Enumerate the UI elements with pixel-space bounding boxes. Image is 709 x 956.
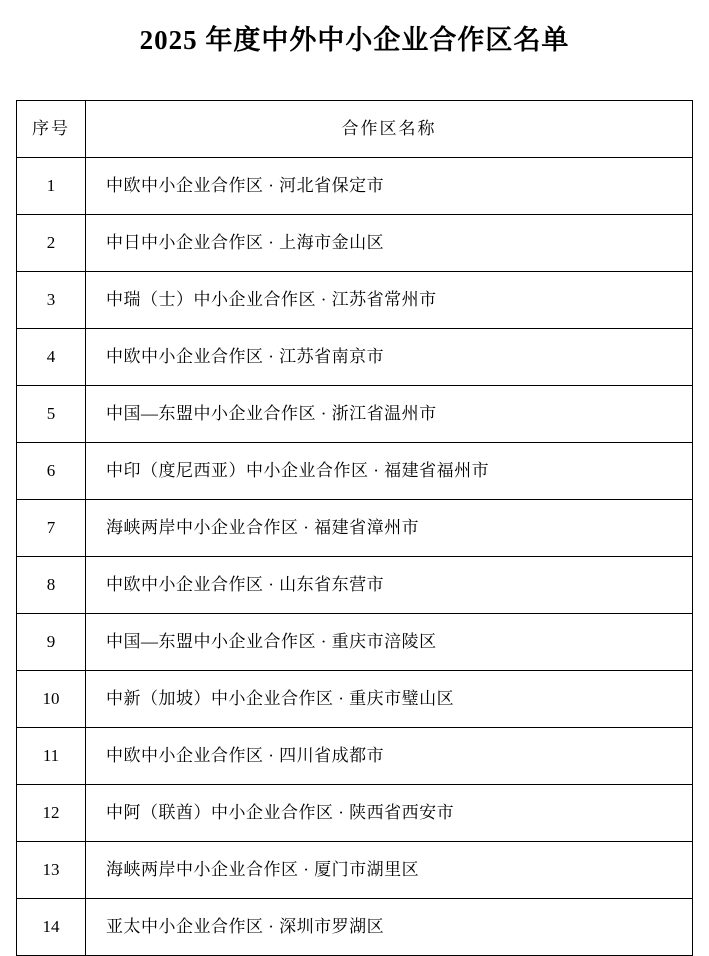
table-container bbox=[16, 100, 693, 956]
row-index: 10 bbox=[17, 670, 86, 727]
row-zone-name: 亚太中小企业合作区 · 深圳市罗湖区 bbox=[86, 898, 693, 955]
row-zone-name: 中欧中小企业合作区 · 江苏省南京市 bbox=[86, 328, 693, 385]
document-page bbox=[0, 22, 709, 937]
row-index: 7 bbox=[17, 499, 86, 556]
row-zone-name: 中新（加坡）中小企业合作区 · 重庆市璧山区 bbox=[86, 670, 693, 727]
row-index: 9 bbox=[17, 613, 86, 670]
row-zone-name: 海峡两岸中小企业合作区 · 福建省漳州市 bbox=[86, 499, 693, 556]
column-header-index: 序号 bbox=[17, 100, 86, 157]
column-header-name: 合作区名称 bbox=[86, 100, 693, 157]
table-row bbox=[17, 328, 693, 385]
page-title: 2025 年度中外中小企业合作区名单 bbox=[139, 25, 570, 55]
row-index: 5 bbox=[17, 385, 86, 442]
row-index: 3 bbox=[17, 271, 86, 328]
row-index: 13 bbox=[17, 841, 86, 898]
row-index: 1 bbox=[17, 157, 86, 214]
table-row bbox=[17, 499, 693, 556]
table-row bbox=[17, 442, 693, 499]
row-zone-name: 中国—东盟中小企业合作区 · 重庆市涪陵区 bbox=[86, 613, 693, 670]
row-zone-name: 海峡两岸中小企业合作区 · 厦门市湖里区 bbox=[86, 841, 693, 898]
table-row bbox=[17, 784, 693, 841]
row-zone-name: 中国—东盟中小企业合作区 · 浙江省温州市 bbox=[86, 385, 693, 442]
row-zone-name: 中日中小企业合作区 · 上海市金山区 bbox=[86, 214, 693, 271]
table-row bbox=[17, 271, 693, 328]
table-row bbox=[17, 556, 693, 613]
table-row bbox=[17, 157, 693, 214]
table-row bbox=[17, 385, 693, 442]
row-zone-name: 中印（度尼西亚）中小企业合作区 · 福建省福州市 bbox=[86, 442, 693, 499]
table-header-row bbox=[17, 100, 693, 157]
row-zone-name: 中阿（联酋）中小企业合作区 · 陕西省西安市 bbox=[86, 784, 693, 841]
row-index: 2 bbox=[17, 214, 86, 271]
table-row bbox=[17, 670, 693, 727]
row-index: 11 bbox=[17, 727, 86, 784]
row-zone-name: 中欧中小企业合作区 · 河北省保定市 bbox=[86, 157, 693, 214]
row-index: 12 bbox=[17, 784, 86, 841]
row-index: 8 bbox=[17, 556, 86, 613]
table-row bbox=[17, 727, 693, 784]
table-row bbox=[17, 841, 693, 898]
table-body bbox=[17, 157, 693, 955]
row-index: 4 bbox=[17, 328, 86, 385]
row-zone-name: 中欧中小企业合作区 · 山东省东营市 bbox=[86, 556, 693, 613]
table-row bbox=[17, 214, 693, 271]
cooperation-zone-table bbox=[16, 100, 693, 956]
table-row bbox=[17, 613, 693, 670]
row-zone-name: 中瑞（士）中小企业合作区 · 江苏省常州市 bbox=[86, 271, 693, 328]
row-zone-name: 中欧中小企业合作区 · 四川省成都市 bbox=[86, 727, 693, 784]
row-index: 14 bbox=[17, 898, 86, 955]
row-index: 6 bbox=[17, 442, 86, 499]
